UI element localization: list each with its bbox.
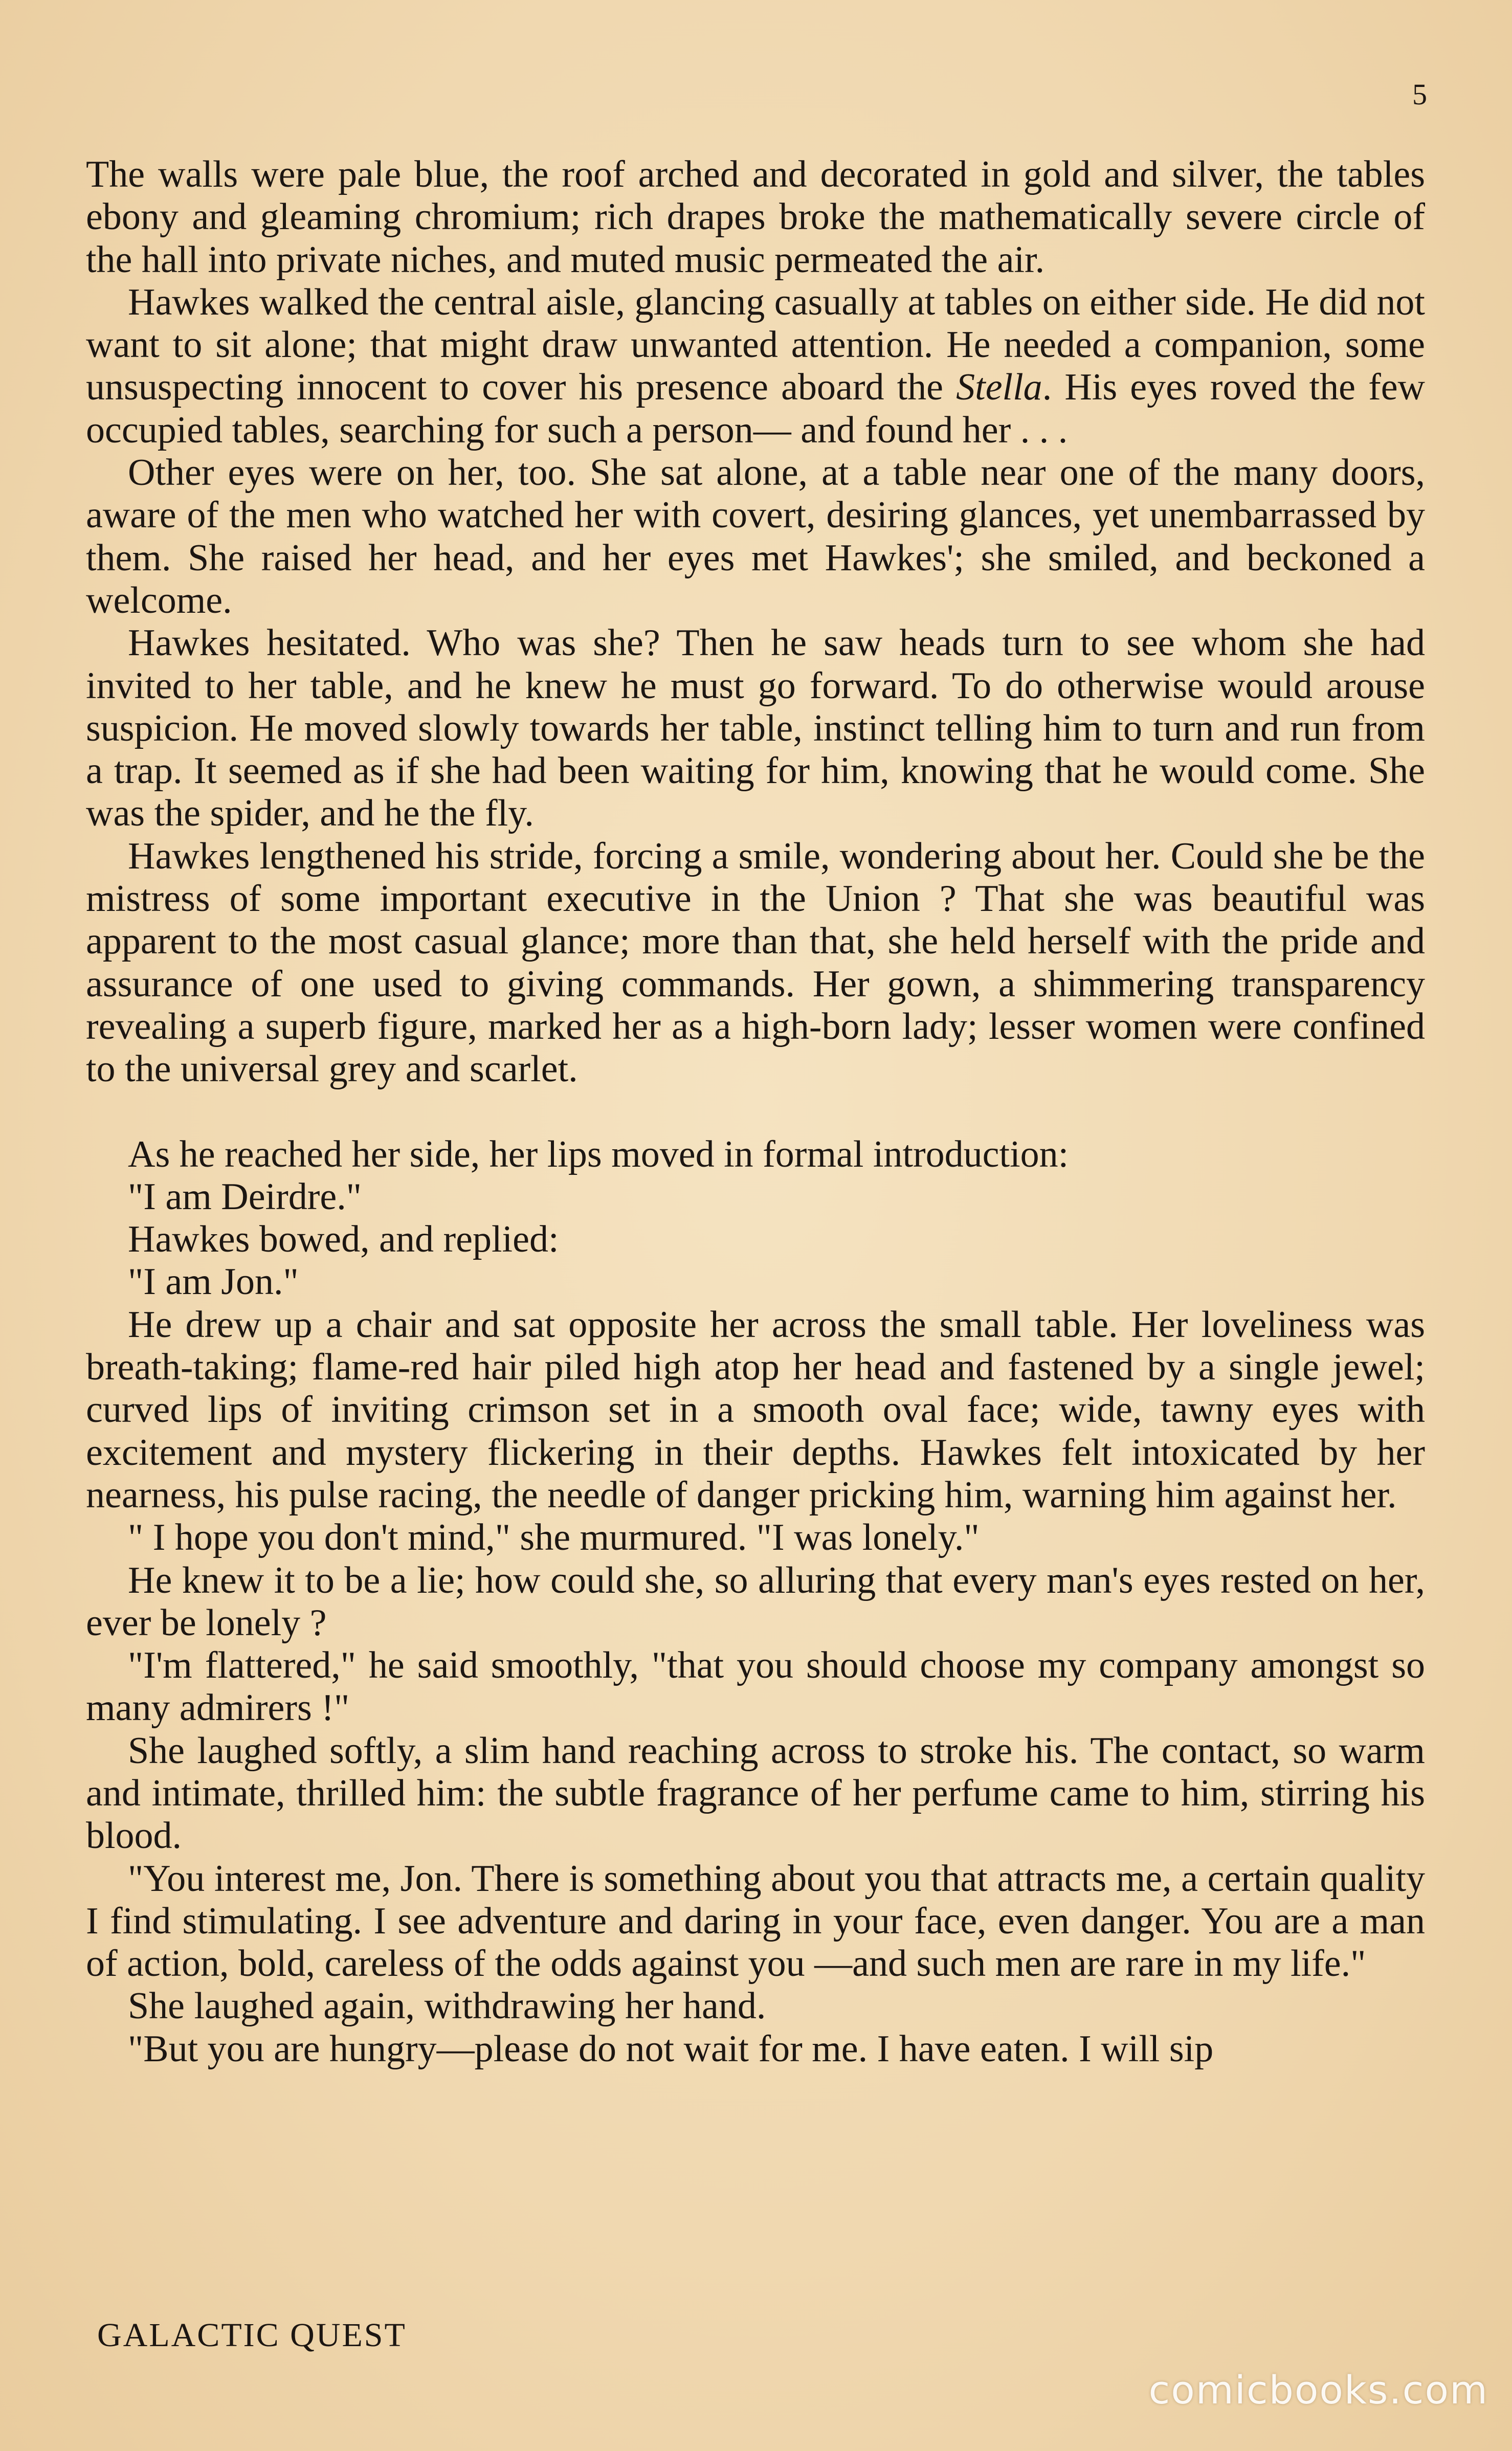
paragraph: The walls were pale blue, the roof arched and decorated in gold and silver, the tables ebony and gleaming chromium; rich drapes broke the mathematically severe circle of the hall into private niches, and muted music permeated the air. bbox=[86, 153, 1425, 281]
paragraph-text: Hawkes walked the central aisle, glancing casually at tables on either side. He did not want to sit alone; that might draw unwanted attention. He needed a companion, some unsuspecting innocent to cover his presence aboard the bbox=[86, 281, 1425, 409]
paragraph: Other eyes were on her, too. She sat alone, at a table near one of the many doors, aware of the men who watched her with covert, desiring glances, yet unembarrassed by them. She raised her head, and her eyes met Hawkes'; she smiled, and beckoned a welcome. bbox=[86, 452, 1425, 621]
paragraph: Hawkes bowed, and replied: bbox=[128, 1218, 559, 1261]
dialogue-line: "I'm flattered," he said smoothly, "that you should choose my company amongst so many admirers !" bbox=[86, 1644, 1425, 1729]
paragraph-text: . His eyes roved the few occupied tables, searching for such a person— and found her . . . bbox=[86, 366, 1425, 451]
paragraph: She laughed again, withdrawing her hand. bbox=[128, 1985, 766, 2027]
paragraph: Hawkes hesitated. Who was she? Then he saw heads turn to see whom she had invited to her table, and he knew he must go forward. To do otherwise would arouse suspicion. He moved slowly towards her table, instinct telling him to turn and run from a trap. It seemed as if she had been waiting for him, knowing that he would come. She was the spider, and he the fly. bbox=[86, 622, 1425, 835]
running-title: GALACTIC QUEST bbox=[97, 2316, 407, 2354]
ship-name: Stella bbox=[956, 366, 1042, 409]
dialogue-line: "I am Jon." bbox=[128, 1261, 299, 1303]
watermark: comicbooks.com bbox=[1148, 2367, 1488, 2413]
dialogue-line: " I hope you don't mind," she murmured. "I was lonely." bbox=[128, 1517, 980, 1559]
dialogue-line: "But you are hungry—please do not wait for me. I have eaten. I will sip bbox=[128, 2027, 1214, 2070]
paragraph: She laughed softly, a slim hand reaching across to stroke his. The contact, so warm and intimate, thrilled him: the subtle fragrance of her perfume came to him, stirring his blood. bbox=[86, 1729, 1425, 1857]
page-number: 5 bbox=[1412, 78, 1427, 111]
story-text bbox=[86, 153, 1425, 2070]
dialogue-line: "You interest me, Jon. There is something about you that attracts me, a certain quality I find stimulating. I see adventure and daring in your face, even danger. You are a man of action, bold, careless of the odds against you —and such men are rare in my life." bbox=[86, 1857, 1425, 1985]
paragraph bbox=[86, 281, 1425, 452]
paragraph: As he reached her side, her lips moved in formal introduction: bbox=[128, 1133, 1069, 1175]
paragraph: He drew up a chair and sat opposite her across the small table. Her loveliness was breath-taking; flame-red hair piled high atop her head and fastened by a single jewel; curved lips of inviting crimson set in a smooth oval face; wide, tawny eyes with excitement and mystery flickering in their depths. Hawkes felt intoxicated by her nearness, his pulse racing, the needle of danger pricking him, warning him against her. bbox=[86, 1303, 1425, 1516]
paragraph: Hawkes lengthened his stride, forcing a smile, wondering about her. Could she be the mistress of some important executive in the Union ? That she was beautiful was apparent to the most casual glance; more than that, she held herself with the pride and assurance of one used to giving commands. Her gown, a shimmering transparency revealing a superb figure, marked her as a high-born lady; lesser women were confined to the universal grey and scarlet. bbox=[86, 835, 1425, 1090]
paragraph: He knew it to be a lie; how could she, so alluring that every man's eyes rested on her, ever be lonely ? bbox=[86, 1559, 1425, 1644]
dialogue-line: "I am Deirdre." bbox=[128, 1175, 362, 1218]
